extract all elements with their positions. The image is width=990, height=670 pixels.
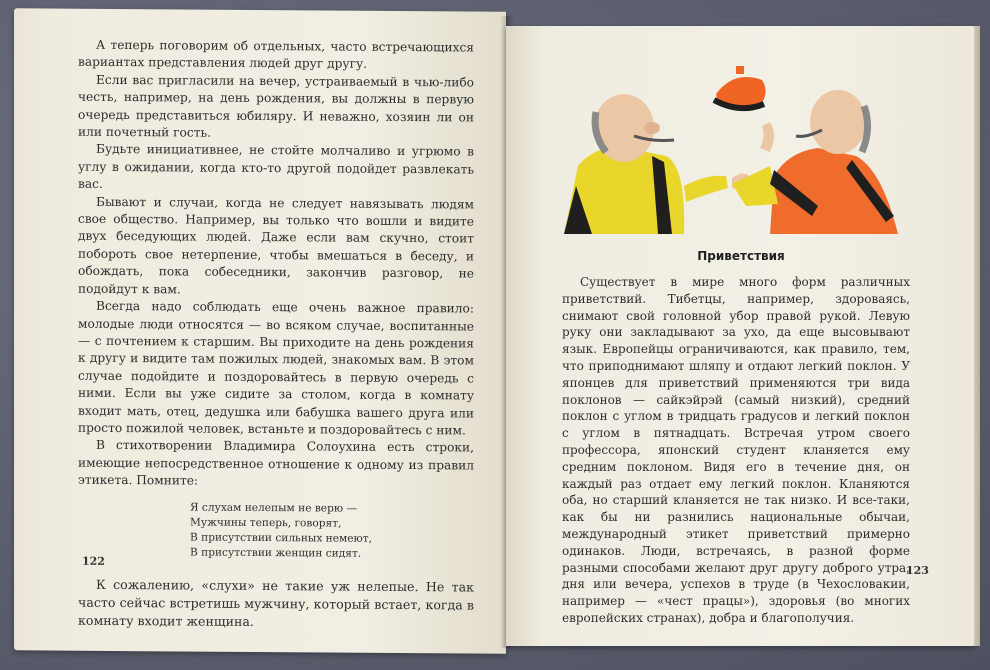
paragraph: А теперь поговорим об отдельных, часто встречающихся вариантах представления людей друг другу.	[78, 37, 474, 72]
paragraph: Бывают и случаи, когда не следует навязывать людям свое общество. Например, вы только что вошли и видите двух беседующих людей. Даже если вам скучно, стоит побороть свое нетерпение, чтобы вмешаться в беседу, и обождать, пока собеседники, закончив разговор, не подойдут к вам.	[78, 194, 474, 297]
section-heading: Приветствия	[697, 249, 785, 263]
right-page	[506, 26, 976, 646]
paragraph: Всегда надо соблюдать еще очень важное правило: молодые люди относятся — во всяком случае, воспитанные — с почтением к старшим. Вы приходите на день рождения к другу и видите там пожилых людей, знакомых вам. В этом случае подойдите и поздоровайтесь в первую очередь с ними. Если вы уже сидите за столом, когда в комнату входит мать, отец, дедушка или бабушка вашего друга или просто пожилой человек, встаньте и поздоровайтесь с ним.	[78, 298, 474, 438]
page-edge	[974, 26, 980, 646]
page-number: 123	[906, 564, 929, 577]
left-page	[14, 8, 506, 653]
poem-line: Я слухам нелепым не верю —	[190, 501, 358, 515]
right-man-head	[810, 90, 866, 154]
paragraph: Если вас пригласили на вечер, устраиваемый в чью-либо честь, например, на день рождения, вы должны в первую очередь представиться юбиляру. И неважно, хозяин ли он или почетный гость.	[78, 72, 474, 140]
open-book	[14, 10, 980, 660]
right-page-text	[562, 274, 910, 627]
poem-line: В присутствии сильных немеют,	[190, 531, 372, 545]
paragraph: Будьте инициативнее, не стойте молчаливо и угрюмо в углу в ожидании, когда кто-то другой подойдет развлекать вас.	[78, 142, 474, 192]
poem-line: В присутствии женщин сидят.	[190, 546, 362, 560]
paragraph: К сожалению, «слухи» не такие уж нелепые. Не так часто сейчас встретишь мужчину, который встает, когда в комнату входит женщина.	[78, 576, 474, 629]
page-number: 122	[82, 554, 105, 568]
poem-quote	[190, 500, 474, 562]
two-tibetan-men-greeting-illustration	[556, 56, 906, 234]
paragraph: В стихотворении Владимира Солоухина есть строки, имеющие непосредственное отношение к одному из правил этикета. Помните:	[78, 438, 474, 488]
left-page-text	[78, 37, 474, 632]
poem-line: Мужчины теперь, говорят,	[190, 516, 342, 530]
paragraph: Существует в мире много форм различных приветствий. Тибетцы, например, здороваясь, снимают свой головной убор правой рукой. Левую руку они закладывают за ухо, да еще высовывают язык. Европейцы ограничиваются, как правило, тем, что приподнимают шляпу и отдают легкий поклон. У японцев для приветствий применяются три вида поклонов — сайкэйрэй (самый низкий), средний поклон с углом в тридцать градусов и легкий поклон с углом в пятнадцать. Встречая утром своего профессора, японский студент кланяется ему средним поклоном. Видя его в течение дня, он каждый раз отдает ему легкий поклон. Кланяются оба, но старший кланяется не так низко. И все-таки, как бы ни разнились национальные обычаи, международный этикет приветствий примерно одинаков. Люди, встречаясь, в разной форме разными способами желают друг другу доброго утра, дня или вечера, успехов в труде (в Чехословакии, например — «чест працы»), здоровья (во многих европейских странах), добра и благополучия.	[562, 275, 910, 625]
